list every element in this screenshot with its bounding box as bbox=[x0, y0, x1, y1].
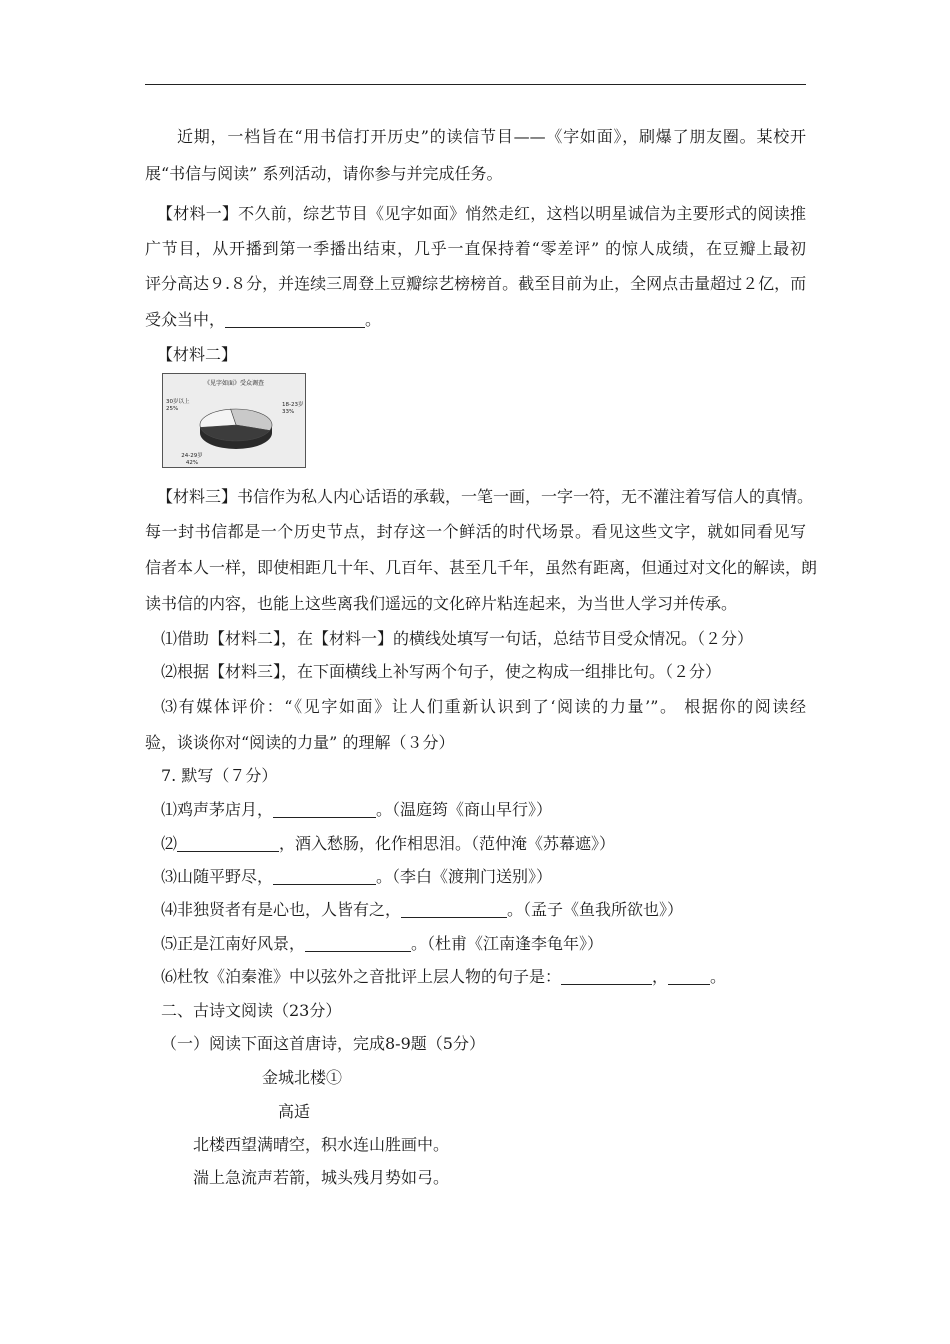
pie-label-1-name: 18-23岁 bbox=[282, 402, 304, 408]
material3-line-3: 信者本人一样，即使相距几十年、几百年、甚至几千年，虽然有距离，但通过对文化的解读，朗 bbox=[145, 558, 818, 577]
dictation-2-post: ，酒入愁肠，化作相思泪。（范仲淹《苏幕遮》） bbox=[279, 834, 616, 853]
material2-label: 【材料二】 bbox=[157, 345, 238, 364]
dictation-item-3 bbox=[161, 867, 552, 887]
dictation-3-post: 。（李白《渡荆门送别》） bbox=[376, 867, 553, 886]
dictation-heading: 7. 默写（７分） bbox=[161, 766, 278, 785]
pie-label-3-value: 25% bbox=[166, 406, 179, 412]
dictation-6-blank-b[interactable] bbox=[668, 968, 710, 985]
pie-label-3-name: 30岁以上 bbox=[166, 399, 190, 405]
dictation-5-post: 。（杜甫《江南逢李龟年》） bbox=[411, 934, 604, 953]
chart-title: 《见字如面》受众调查 bbox=[203, 380, 265, 387]
dictation-6-blank-a[interactable] bbox=[561, 968, 652, 985]
header-rule bbox=[145, 84, 806, 85]
dictation-4-blank[interactable] bbox=[401, 901, 507, 918]
section-2-heading: 二、古诗文阅读（23分） bbox=[161, 1001, 342, 1020]
dictation-6-pre: ⑹杜牧《泊秦淮》中以弦外之音批评上层人物的句子是： bbox=[161, 967, 562, 986]
material3-line-4: 读书信的内容，也能上这些离我们遥远的文化碎片粘连起来，为当世人学习并传承。 bbox=[145, 594, 738, 613]
dictation-item-5 bbox=[161, 934, 603, 954]
question-1: ⑴借助【材料二】，在【材料一】的横线处填写一句话，总结节目受众情况。（２分） bbox=[161, 629, 754, 648]
audience-pie-chart bbox=[162, 373, 306, 468]
pie-label-2-value: 42% bbox=[185, 460, 199, 466]
dictation-6-mid: ， bbox=[652, 967, 669, 986]
pie-slices bbox=[200, 409, 272, 441]
material1-answer-blank[interactable] bbox=[225, 311, 365, 328]
dictation-3-pre: ⑶山随平野尽， bbox=[161, 867, 274, 886]
dictation-item-2 bbox=[161, 834, 615, 854]
poem-author: 高适 bbox=[278, 1102, 311, 1121]
dictation-2-pre: ⑵ bbox=[161, 834, 178, 853]
pie-chart-svg bbox=[162, 373, 306, 468]
material1-line-3: 评分高达９.８分，并连续三周登上豆瓣综艺榜榜首。截至目前为止，全网点击量超过２亿，而 bbox=[145, 274, 807, 293]
dictation-6-post: 。 bbox=[710, 967, 727, 986]
material3-line-1: 【材料三】书信作为私人内心话语的承载，一笔一画，一字一符，无不灌注着写信人的真情。 bbox=[157, 487, 814, 506]
section-2-subheading: （一）阅读下面这首唐诗，完成8-9题（5分） bbox=[161, 1034, 485, 1053]
poem-title: 金城北楼① bbox=[262, 1068, 343, 1087]
material1-line4-post: 。 bbox=[365, 310, 382, 329]
dictation-item-6 bbox=[161, 967, 726, 987]
dictation-1-post: 。（温庭筠《商山早行》） bbox=[376, 800, 553, 819]
question-2: ⑵根据【材料三】，在下面横线上补写两个句子，使之构成一组排比句。（２分） bbox=[161, 662, 722, 681]
dictation-4-pre: ⑷非独贤者有是心也，人皆有之， bbox=[161, 900, 402, 919]
material3-line-2: 每一封书信都是一个历史节点，封存这一个鲜活的时代场景。看见这些文字，就如同看见写 bbox=[145, 522, 806, 541]
dictation-5-pre: ⑸正是江南好风景， bbox=[161, 934, 306, 953]
dictation-3-blank[interactable] bbox=[273, 868, 376, 885]
intro-line-1: 近期，一档旨在“用书信打开历史”的读信节目——《字如面》，刷爆了朋友圈。某校开 bbox=[177, 127, 806, 146]
intro-line-2: 展“书信与阅读” 系列活动，请你参与并完成任务。 bbox=[145, 164, 503, 183]
material1-line-1: 【材料一】不久前，综艺节目《见字如面》悄然走红，这档以明星诚信为主要形式的阅读推 bbox=[157, 204, 806, 223]
question-3-line-2: 验，谈谈你对“阅读的力量” 的理解（３分） bbox=[145, 733, 455, 752]
pie-label-1-value: 33% bbox=[282, 409, 295, 415]
dictation-2-blank[interactable] bbox=[177, 835, 279, 852]
dictation-1-pre: ⑴鸡声茅店月， bbox=[161, 800, 274, 819]
dictation-4-post: 。（孟子《鱼我所欲也》） bbox=[507, 900, 684, 919]
poem-line-1: 北楼西望满晴空，积水连山胜画中。 bbox=[193, 1135, 450, 1154]
dictation-1-blank[interactable] bbox=[273, 801, 376, 818]
dictation-item-4 bbox=[161, 900, 683, 920]
pie-label-2-name: 24-29岁 bbox=[181, 453, 203, 459]
material1-line-4 bbox=[145, 310, 381, 330]
dictation-5-blank[interactable] bbox=[305, 935, 411, 952]
dictation-item-1 bbox=[161, 800, 552, 820]
poem-line-2: 湍上急流声若箭，城头残月势如弓。 bbox=[193, 1168, 450, 1187]
question-3-line-1: ⑶有媒体评价：“《见字如面》让人们重新认识到了‘阅读的力量’”。 根据你的阅读经 bbox=[161, 697, 806, 716]
material1-line-2: 广节目，从开播到第一季播出结束，几乎一直保持着“零差评” 的惊人成绩，在豆瓣上最初 bbox=[145, 239, 806, 258]
material1-line4-pre: 受众当中， bbox=[145, 310, 226, 329]
